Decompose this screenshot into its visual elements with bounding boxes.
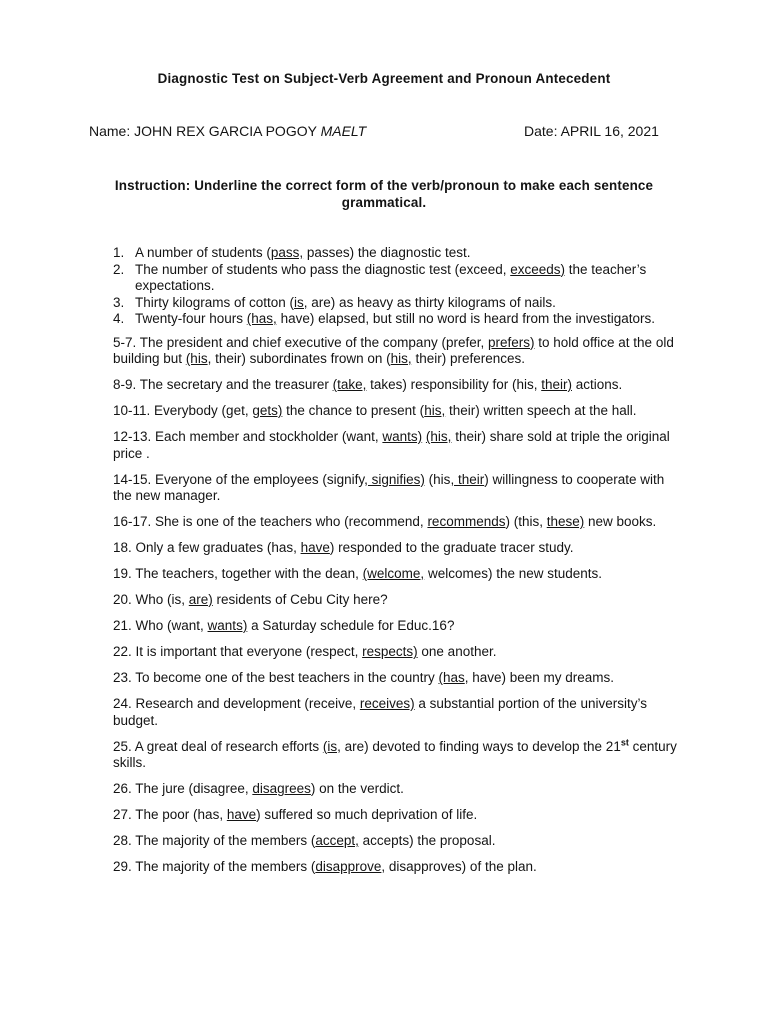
sentence-text: 25. A great deal of research efforts bbox=[113, 738, 323, 754]
underlined-answer: disagrees bbox=[252, 781, 311, 796]
list-item bbox=[113, 295, 683, 312]
sentence-text: 12-13. Each member and stockholder (want, bbox=[113, 429, 383, 444]
sentence-text: actions. bbox=[571, 377, 623, 392]
sentence-text: a Saturday schedule for Educ.16? bbox=[247, 618, 455, 633]
sentence-text: (his bbox=[424, 471, 451, 487]
sentence-text: are) as heavy as thirty kilograms of nails. bbox=[307, 294, 556, 310]
test-item bbox=[113, 739, 683, 772]
underlined-answer: (welcome, bbox=[362, 566, 425, 581]
sentence-text: A number of students ( bbox=[135, 245, 271, 260]
sentence-text: have) elapsed, but still no word is heard from the investigators. bbox=[276, 311, 656, 326]
test-item bbox=[113, 472, 683, 505]
sentence-text: ) willingness to cooperate with the new manager. bbox=[113, 471, 665, 503]
underlined-answer: (his, bbox=[425, 429, 452, 444]
superscript-text: st bbox=[620, 737, 629, 747]
item-number: 1. bbox=[113, 245, 125, 260]
underlined-answer: have bbox=[226, 807, 257, 822]
underlined-answer: exceeds) bbox=[510, 261, 565, 277]
sentence-text: 22. It is important that everyone (respect, bbox=[113, 644, 363, 659]
sentence-text: 23. To become one of the best teachers in the country bbox=[113, 670, 439, 685]
underlined-answer: prefers) bbox=[487, 334, 535, 350]
sentence-text: welcomes) the new students. bbox=[424, 566, 603, 581]
test-item bbox=[113, 859, 683, 876]
underlined-answer: is, bbox=[294, 294, 308, 310]
test-item bbox=[113, 540, 683, 557]
sentence-text: takes) responsibility for (his, bbox=[366, 377, 542, 392]
underlined-answer: , signifies) bbox=[364, 471, 425, 487]
test-item bbox=[113, 403, 683, 420]
sentence-text: 29. The majority of the members ( bbox=[113, 859, 316, 874]
sentence-text: are) devoted to finding ways to develop the 21 bbox=[340, 738, 621, 754]
sentence-text: residents of Cebu City here? bbox=[212, 592, 388, 607]
sentence-text: their) share sold at triple the original price . bbox=[113, 429, 670, 461]
underlined-answer: disapprove bbox=[315, 859, 382, 874]
sentence-text: 18. Only a few graduates (has, bbox=[113, 540, 301, 555]
sentence-text: ) on the verdict. bbox=[310, 781, 404, 796]
underlined-answer: , their bbox=[450, 471, 485, 487]
underlined-answer: their) bbox=[541, 377, 572, 392]
underlined-answer: (take, bbox=[332, 377, 367, 392]
item-number: 3. bbox=[113, 294, 125, 310]
test-item bbox=[113, 644, 683, 661]
underlined-answer: (has, bbox=[246, 311, 277, 326]
test-content bbox=[113, 245, 683, 885]
paragraph-list bbox=[113, 335, 683, 876]
underlined-answer: (is, bbox=[322, 738, 341, 754]
date-line: Date: APRIL 16, 2021 bbox=[524, 123, 659, 139]
test-item bbox=[113, 566, 683, 583]
test-item bbox=[113, 514, 683, 531]
underlined-answer: recommends bbox=[427, 514, 506, 529]
sentence-text: to hold office at the old building but bbox=[113, 334, 674, 366]
sentence-text: 10-11. Everybody (get, bbox=[113, 403, 253, 418]
name-line bbox=[89, 123, 366, 139]
sentence-text: 27. The poor (has, bbox=[113, 807, 227, 822]
sentence-text: 16-17. She is one of the teachers who (recommend, bbox=[113, 514, 428, 529]
sentence-text: The number of students who pass the diagnostic test (exceed, bbox=[135, 261, 511, 277]
underlined-answer: accept, bbox=[315, 833, 359, 848]
sentence-text: 8-9. The secretary and the treasurer bbox=[113, 377, 333, 392]
underlined-answer: pass, bbox=[270, 245, 304, 260]
student-name: Name: JOHN REX GARCIA POGOY bbox=[89, 123, 317, 139]
sentence-text: one another. bbox=[417, 644, 497, 659]
test-item bbox=[113, 670, 683, 687]
sentence-text: their) written speech at the hall. bbox=[445, 403, 637, 418]
sentence-text: , have) been my dreams. bbox=[464, 670, 615, 685]
sentence-text: their) preferences. bbox=[411, 351, 525, 366]
test-item bbox=[113, 781, 683, 798]
sentence-text: 20. Who (is, bbox=[113, 592, 189, 607]
item-number: 4. bbox=[113, 311, 125, 326]
list-item bbox=[113, 262, 683, 295]
sentence-text: a substantial portion of the university’s budget. bbox=[113, 696, 648, 728]
sentence-text: accepts) the proposal. bbox=[358, 833, 496, 848]
numbered-list bbox=[113, 245, 683, 328]
test-item bbox=[113, 429, 683, 462]
sentence-text: , disapproves) of the plan. bbox=[381, 859, 537, 874]
test-item bbox=[113, 833, 683, 850]
document-title: Diagnostic Test on Subject-Verb Agreement and Pronoun Antecedent bbox=[157, 71, 611, 86]
sentence-text: 14-15. Everyone of the employees (signify bbox=[113, 471, 365, 487]
sentence-text: the teacher’s expectations. bbox=[135, 261, 647, 293]
sentence-text: ) (this, bbox=[505, 514, 547, 529]
sentence-text: the chance to present ( bbox=[282, 403, 425, 418]
test-item bbox=[113, 592, 683, 609]
instruction: Instruction: Underline the correct form of the verb/pronoun to make each sentence grammatical. bbox=[114, 178, 654, 210]
underlined-answer: gets) bbox=[252, 403, 283, 418]
underlined-answer: respects) bbox=[362, 644, 418, 659]
underlined-answer: (has bbox=[438, 670, 465, 685]
sentence-text: Twenty-four hours bbox=[135, 311, 247, 326]
program-label: MAELT bbox=[320, 123, 367, 139]
underlined-answer: wants) bbox=[207, 618, 248, 633]
underlined-answer: receives) bbox=[359, 696, 415, 711]
test-item bbox=[113, 377, 683, 394]
sentence-text: ) suffered so much deprivation of life. bbox=[256, 807, 478, 822]
underlined-answer: wants) bbox=[382, 429, 423, 444]
test-item bbox=[113, 807, 683, 824]
underlined-answer: are) bbox=[188, 592, 213, 607]
sentence-text: , their) subordinates frown on ( bbox=[207, 351, 391, 366]
item-number: 2. bbox=[113, 261, 125, 277]
test-item bbox=[113, 335, 683, 368]
sentence-text: 26. The jure (disagree, bbox=[113, 781, 253, 796]
list-item bbox=[113, 311, 683, 328]
test-item bbox=[113, 618, 683, 635]
sentence-text: 5-7. The president and chief executive of the company (prefer, bbox=[113, 334, 488, 350]
underlined-answer: his, bbox=[390, 351, 412, 366]
underlined-answer: these) bbox=[546, 514, 585, 529]
sentence-text: 24. Research and development (receive, bbox=[113, 696, 360, 711]
underlined-answer: (his bbox=[185, 351, 208, 366]
sentence-text: 28. The majority of the members ( bbox=[113, 833, 316, 848]
test-item bbox=[113, 696, 683, 729]
underlined-answer: have bbox=[300, 540, 330, 555]
sentence-text: 19. The teachers, together with the dean, bbox=[113, 566, 363, 581]
sentence-text: ) responded to the graduate tracer study. bbox=[329, 540, 574, 555]
sentence-text: new books. bbox=[584, 514, 657, 529]
sentence-text: Thirty kilograms of cotton ( bbox=[135, 294, 295, 310]
sentence-text: passes) the diagnostic test. bbox=[303, 245, 471, 260]
list-item bbox=[113, 245, 683, 262]
underlined-answer: his, bbox=[424, 403, 446, 418]
sentence-text: century skills. bbox=[113, 738, 677, 770]
sentence-text: 21. Who (want, bbox=[113, 618, 208, 633]
